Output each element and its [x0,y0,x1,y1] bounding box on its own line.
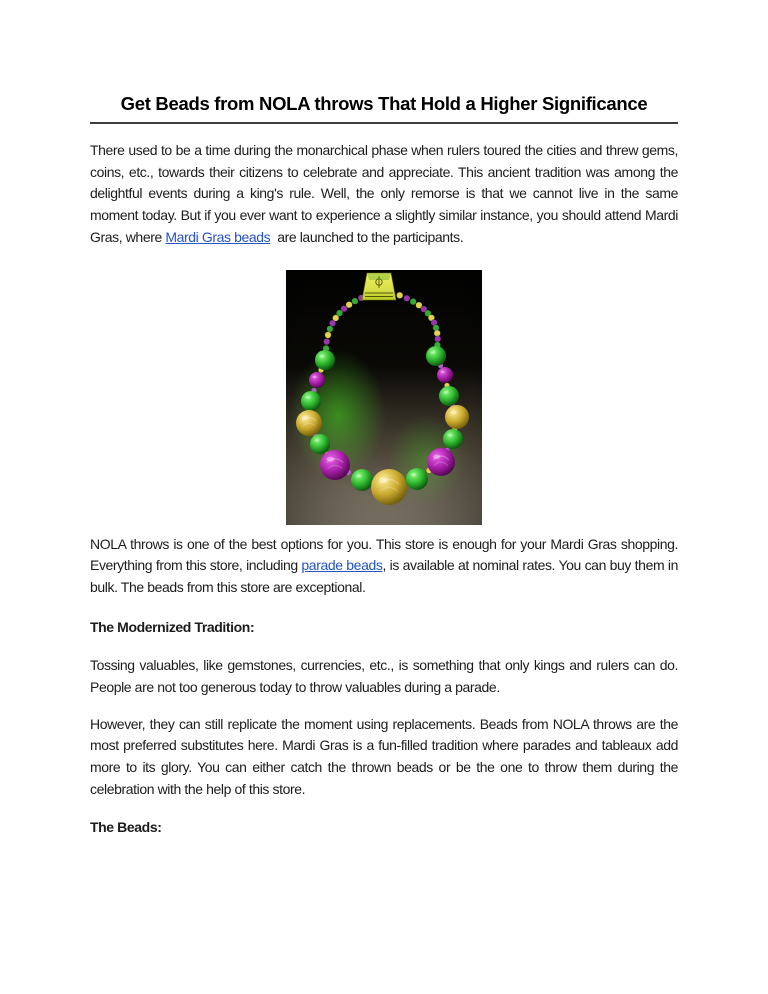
store-text-before: NOLA throws is one of the best options for you. This store is enough for your Mardi Gras shopping. Everything from this store, including [90,535,678,574]
tossing-paragraph: Tossing valuables, like gemstones, currencies, etc., is something that only kings and rulers can do. People are not too generous today to throw valuables during a parade. [90,657,678,696]
parade-beads-link[interactable]: parade beads [301,557,383,574]
store-paragraph [90,534,678,599]
page-title: Get Beads from NOLA throws That Hold a Higher Significance [120,93,648,114]
beads-photo [286,270,482,525]
mardi-gras-beads-link[interactable]: Mardi Gras beads [165,228,271,245]
heading-the-beads: The Beads: [90,818,162,835]
store-text-after: , is available at nominal rates. You can buy them in bulk. The beads from this store are exceptional. [90,557,678,595]
intro-paragraph [90,140,678,249]
photo-vignette [286,270,482,525]
heading-modernized-tradition: The Modernized Tradition: [90,618,255,635]
intro-text-before: There used to be a time during the monarchical phase when rulers toured the cities and threw gems, coins, etc., towards their citizens to celebrate and appreciate. This ancient tradition was among the delightful events during a king's rule. Well, the only remorse is that we cannot live in the same moment today. But if you ever want to experience a slightly similar instance, you should attend Mardi Gras, where [90,142,678,245]
title-divider [90,122,678,124]
article-image [286,270,482,525]
intro-text-after: are launched to the participants. [270,228,464,245]
replicate-paragraph: However, they can still replicate the moment using replacements. Beads from NOLA throws are the most preferred substitutes here. Mardi Gras is a fun-filled tradition where parades and tableaux add more to its glory. You can either catch the thrown beads or be the one to throw them during the celebration with the help of this store. [90,715,678,797]
